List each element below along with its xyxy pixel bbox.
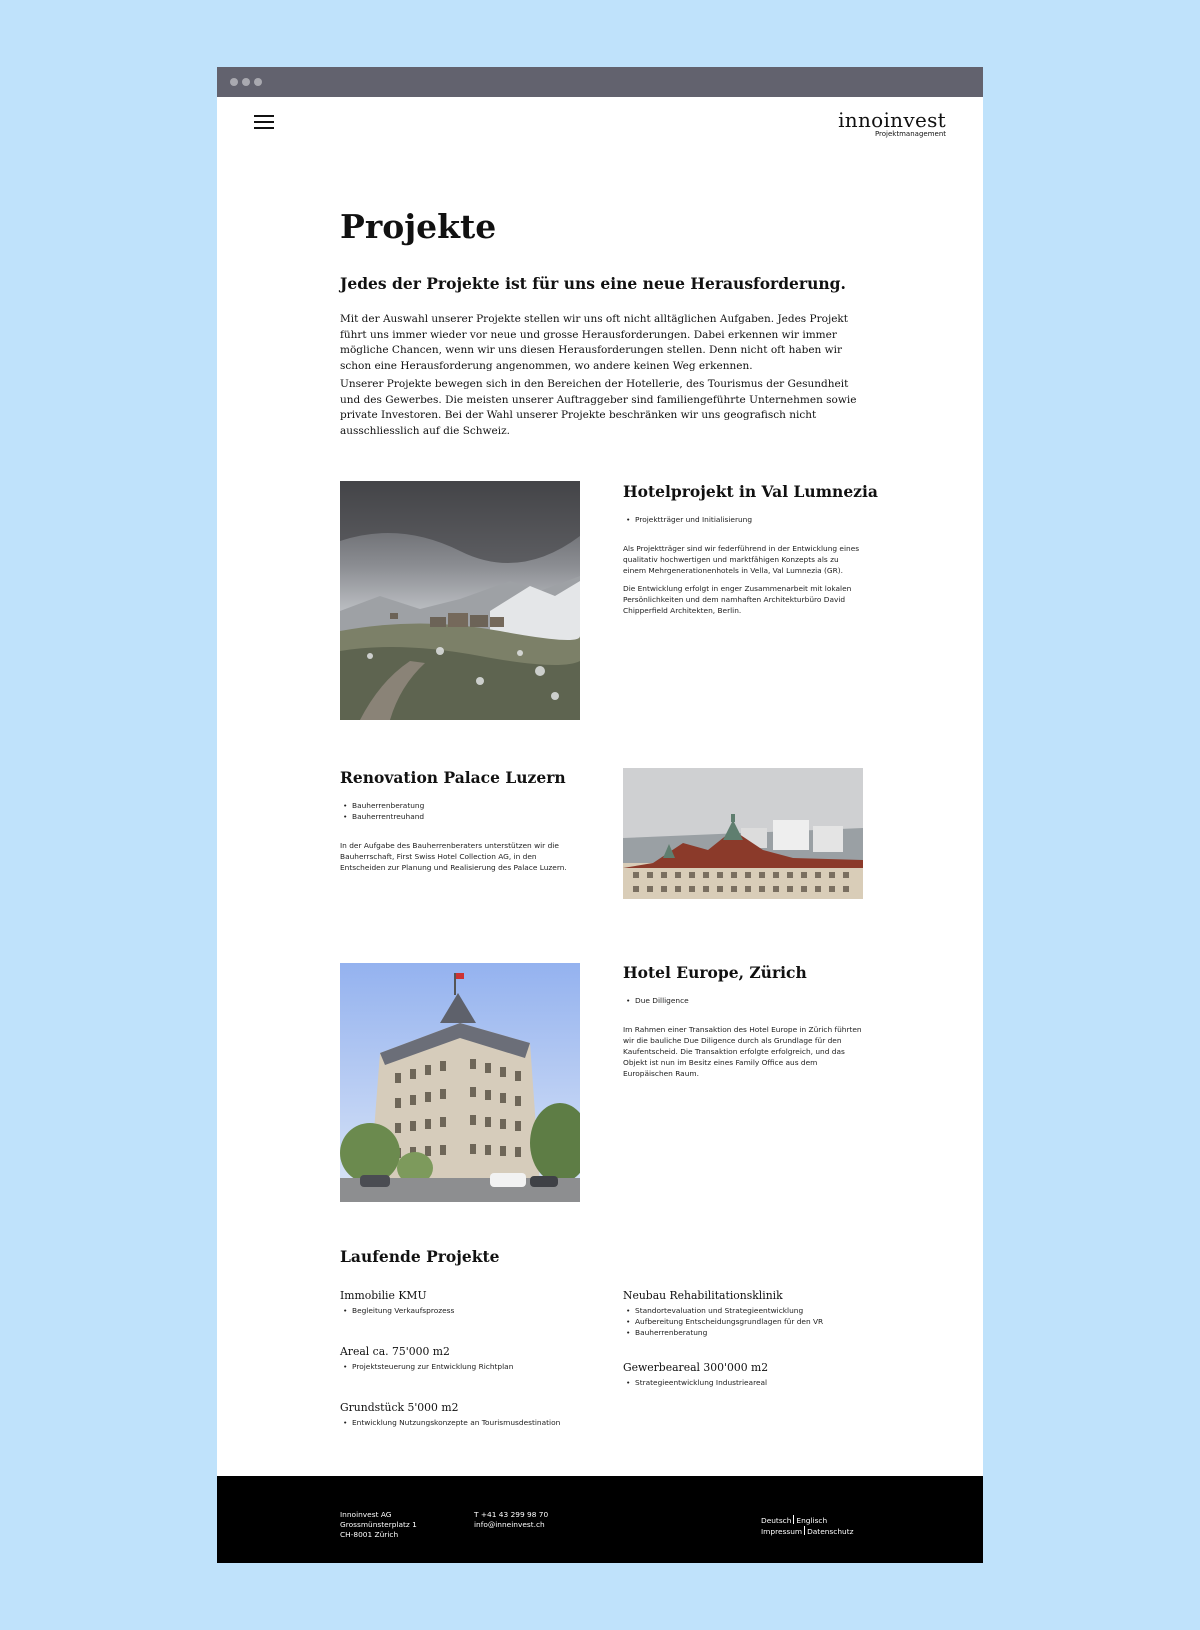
page-title: Projekte (340, 207, 497, 246)
service-item: • Due Dilligence (623, 995, 863, 1006)
footer (217, 1476, 983, 1563)
project-title: Renovation Palace Luzern (340, 768, 566, 787)
footer-separator (804, 1526, 805, 1535)
service-item: • Bauherrenberatung (340, 800, 580, 811)
project-title: Hotelprojekt in Val Lumnezia (623, 482, 878, 501)
footer-separator (793, 1515, 794, 1524)
project-services (623, 995, 863, 1006)
project-services (340, 800, 580, 822)
running-projects-left (340, 1289, 590, 1428)
project-val-lumnezia (623, 482, 878, 623)
footer-links (761, 1515, 854, 1537)
footer-address (340, 1510, 417, 1540)
intro-paragraph: Mit der Auswahl unserer Projekte stellen wir uns oft nicht alltäglichen Aufgaben. Jedes Projekt führt uns immer wieder vor neue und grosse Herausforderungen. Dabei erkennen wir immer mögliche Chancen, wenn wir uns diesen Herausforderungen stellen. Denn nicht oft haben wir schon eine Herausforderung angenommen, wo andere keinen Weg erkennen. (340, 313, 848, 372)
logo-tagline: Projektmanagement (874, 130, 946, 138)
running-project-item (340, 1401, 590, 1428)
window-dot-maximize[interactable] (254, 78, 262, 86)
running-project-title: Immobilie KMU (340, 1289, 427, 1302)
service-item: • Bauherrenberatung (623, 1327, 873, 1338)
footer-phone[interactable]: T +41 43 299 98 70 (474, 1510, 549, 1519)
running-project-title: Grundstück 5'000 m2 (340, 1401, 459, 1414)
running-project-services (340, 1305, 590, 1316)
service-item: • Projektsteuerung zur Entwicklung Richtplan (340, 1361, 590, 1372)
footer-city: CH-8001 Zürich (340, 1530, 399, 1539)
datenschutz-link[interactable]: Datenschutz (807, 1527, 854, 1536)
service-item: • Strategieentwicklung Industrieareal (623, 1377, 873, 1388)
intro-paragraph: Unserer Projekte bewegen sich in den Bereichen der Hotellerie, des Tourismus der Gesundheit und des Gewerbes. Die meisten unserer Auftraggeber sind familiengeführte Unternehmen sowie private Investoren. Bei der Wahl unserer Projekte beschränken wir uns geografisch nicht ausschliesslich auf die Schweiz. (340, 378, 857, 437)
project-photo-val-lumnezia (340, 481, 580, 720)
window-dot-minimize[interactable] (242, 78, 250, 86)
running-project-item (623, 1289, 873, 1361)
project-palace-luzern (340, 768, 580, 880)
project-description (623, 1024, 863, 1079)
running-projects-right (623, 1289, 873, 1388)
intro-text (340, 312, 862, 442)
page-subtitle: Jedes der Projekte ist für uns eine neue Herausforderung. (340, 274, 846, 293)
description-paragraph: Im Rahmen einer Transaktion des Hotel Europe in Zürich führten wir die bauliche Due Diligence durch als Grundlage für den Kaufentscheid. Die Transaktion erfolgte erfolgreich, und das Objekt ist nun im Besitz eines Family Office aus dem Europäischen Raum. (623, 1025, 862, 1078)
service-item: • Aufbereitung Entscheidungsgrundlagen für den VR (623, 1316, 873, 1327)
running-projects-title: Laufende Projekte (340, 1247, 500, 1266)
running-project-item (623, 1361, 873, 1388)
description-paragraph: Die Entwicklung erfolgt in enger Zusammenarbeit mit lokalen Persönlichkeiten und dem namhaften Architekturbüro David Chipperfield Architekten, Berlin. (623, 584, 852, 615)
project-photo-hotel-europe (340, 963, 580, 1202)
project-description (340, 840, 580, 873)
description-paragraph: Als Projektträger sind wir federführend in der Entwicklung eines qualitativ hochwertigen und marktfähigen Konzepts als zu einem Mehrgenerationenhotels in Vella, Val Lumnezia (GR). (623, 544, 860, 575)
service-item: • Bauherrentreuhand (340, 811, 580, 822)
footer-street: Grossmünsterplatz 1 (340, 1520, 417, 1529)
running-project-services (623, 1305, 873, 1338)
running-project-services (340, 1361, 590, 1372)
project-description (623, 543, 863, 616)
service-item: • Begleitung Verkaufsprozess (340, 1305, 590, 1316)
logo[interactable] (838, 110, 946, 138)
language-deutsch-link[interactable]: Deutsch (761, 1516, 792, 1525)
project-title: Hotel Europe, Zürich (623, 963, 807, 982)
hamburger-menu-icon[interactable] (254, 114, 274, 130)
footer-company: Innoinvest AG (340, 1510, 392, 1519)
browser-window (217, 67, 983, 1563)
running-project-item (340, 1289, 590, 1345)
running-project-title: Neubau Rehabilitationsklinik (623, 1289, 783, 1302)
project-photo-palace-luzern (623, 768, 863, 899)
running-project-item (340, 1345, 590, 1401)
impressum-link[interactable]: Impressum (761, 1527, 803, 1536)
footer-contact (474, 1510, 548, 1530)
logo-wordmark: innoinvest (838, 108, 946, 132)
running-project-services (623, 1377, 873, 1388)
service-item: • Entwicklung Nutzungskonzepte an Tourismusdestination (340, 1417, 590, 1428)
window-titlebar (217, 67, 983, 97)
service-item: • Projektträger und Initialisierung (623, 514, 863, 525)
project-hotel-europe (623, 963, 863, 1086)
project-services (623, 514, 863, 525)
running-project-title: Areal ca. 75'000 m2 (340, 1345, 450, 1358)
description-paragraph: In der Aufgabe des Bauherrenberaters unterstützen wir die Bauherrschaft, First Swiss Hotel Collection AG, in den Entscheiden zur Planung und Realisierung des Palace Luzern. (340, 841, 567, 872)
language-englisch-link[interactable]: Englisch (796, 1516, 828, 1525)
running-project-title: Gewerbeareal 300'000 m2 (623, 1361, 769, 1374)
window-dot-close[interactable] (230, 78, 238, 86)
running-project-services (340, 1417, 590, 1428)
footer-email[interactable]: info@inneinvest.ch (474, 1520, 545, 1529)
service-item: • Standortevaluation und Strategieentwicklung (623, 1305, 873, 1316)
